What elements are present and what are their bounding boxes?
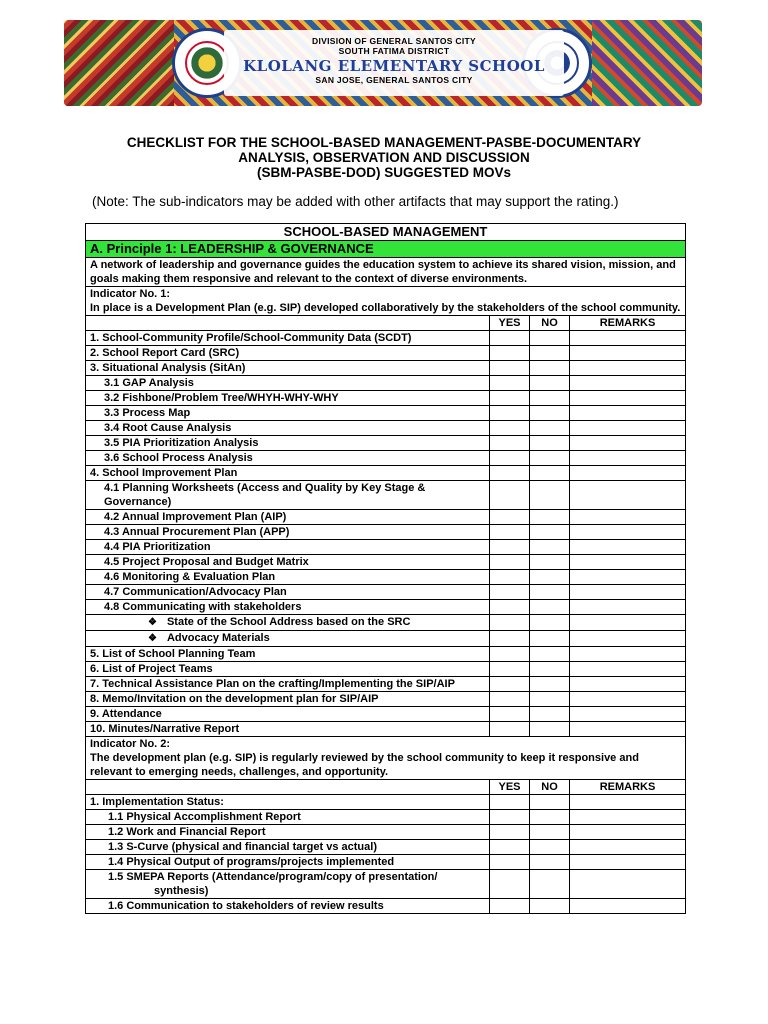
checkbox-yes[interactable] — [490, 570, 530, 585]
checklist-item — [86, 481, 490, 510]
checklist-item — [86, 466, 490, 481]
remarks-cell[interactable] — [570, 481, 686, 510]
checkbox-no[interactable] — [530, 451, 570, 466]
remarks-cell[interactable] — [570, 421, 686, 436]
checkbox-yes[interactable] — [490, 631, 530, 647]
checklist-item-label: 4.1 Planning Worksheets (Access and Quality by Key Stage & Governance) — [104, 482, 426, 508]
checklist-row — [86, 855, 686, 870]
checklist-table — [85, 223, 686, 914]
checkbox-no[interactable] — [530, 825, 570, 840]
checklist-item — [86, 631, 490, 647]
checklist-item-label: 3. Situational Analysis (SitAn) — [90, 362, 246, 374]
checkbox-yes[interactable] — [490, 840, 530, 855]
checkbox-no[interactable] — [530, 707, 570, 722]
checkbox-yes[interactable] — [490, 647, 530, 662]
checklist-item — [86, 525, 490, 540]
remarks-cell[interactable] — [570, 870, 686, 899]
document-title — [84, 135, 684, 180]
checklist-item-label: 4.2 Annual Improvement Plan (AIP) — [104, 511, 287, 523]
indicator-2-text: The development plan (e.g. SIP) is regularly reviewed by the school community to keep it responsive and relevant to emerging needs, challenges, and opportunity. — [90, 752, 639, 778]
checklist-row — [86, 436, 686, 451]
checklist-item — [86, 600, 490, 615]
indicator-1-label: Indicator No. 1: — [90, 288, 171, 300]
checkbox-no[interactable] — [530, 677, 570, 692]
checkbox-yes[interactable] — [490, 615, 530, 631]
checkbox-yes[interactable] — [490, 361, 530, 376]
checklist-item — [86, 451, 490, 466]
checklist-item — [86, 585, 490, 600]
checklist-row — [86, 525, 686, 540]
district-name: SOUTH FATIMA DISTRICT — [338, 46, 450, 56]
checklist-row — [86, 540, 686, 555]
title-line-3: (SBM-PASBE-DOD) SUGGESTED MOVs — [256, 165, 511, 180]
column-header-no: NO — [530, 780, 570, 795]
checkbox-yes[interactable] — [490, 585, 530, 600]
checklist-row — [86, 840, 686, 855]
checklist-item-label: 1.5 SMEPA Reports (Attendance/program/copy of presentation/ — [108, 871, 438, 883]
column-header-yes: YES — [490, 780, 530, 795]
checklist-item — [86, 510, 490, 525]
checkbox-yes[interactable] — [490, 451, 530, 466]
remarks-cell[interactable] — [570, 555, 686, 570]
remarks-cell[interactable] — [570, 346, 686, 361]
checklist-item — [86, 647, 490, 662]
checkbox-no[interactable] — [530, 346, 570, 361]
checklist-row — [86, 647, 686, 662]
principle-description: A network of leadership and governance guides the education system to achieve its shared vision, mission, and goals making them responsive and relevant to the context of diverse environments. — [86, 258, 686, 287]
checklist-item — [86, 391, 490, 406]
checklist-row — [86, 481, 686, 510]
checklist-row — [86, 570, 686, 585]
checkbox-yes[interactable] — [490, 421, 530, 436]
checklist-item-continuation: synthesis) — [154, 885, 209, 897]
remarks-cell[interactable] — [570, 451, 686, 466]
remarks-cell[interactable] — [570, 615, 686, 631]
checklist-item — [86, 331, 490, 346]
checklist-row — [86, 421, 686, 436]
checklist-row — [86, 585, 686, 600]
column-header-row — [86, 316, 686, 331]
checklist-item-label: 5. List of School Planning Team — [90, 648, 256, 660]
checkbox-yes[interactable] — [490, 707, 530, 722]
banner-pattern-left — [64, 20, 174, 106]
remarks-cell[interactable] — [570, 570, 686, 585]
column-header-blank — [86, 780, 490, 795]
checkbox-yes[interactable] — [490, 481, 530, 510]
checklist-item — [86, 361, 490, 376]
checklist-item-label: 3.1 GAP Analysis — [104, 377, 194, 389]
checkbox-no[interactable] — [530, 870, 570, 899]
checklist-item — [86, 840, 490, 855]
remarks-cell[interactable] — [570, 840, 686, 855]
checklist-item-label: State of the School Address based on the SRC — [166, 616, 411, 628]
checklist-item — [86, 615, 490, 631]
checkbox-no[interactable] — [530, 840, 570, 855]
checkbox-yes[interactable] — [490, 810, 530, 825]
checklist-item — [86, 346, 490, 361]
checklist-item-label: 6. List of Project Teams — [90, 663, 213, 675]
checklist-item — [86, 436, 490, 451]
checkbox-yes[interactable] — [490, 795, 530, 810]
checkbox-yes[interactable] — [490, 466, 530, 481]
checklist-item-label: 2. School Report Card (SRC) — [90, 347, 240, 359]
checkbox-no[interactable] — [530, 391, 570, 406]
checklist-item-label: 8. Memo/Invitation on the development plan for SIP/AIP — [90, 693, 379, 705]
diamond-bullet-icon: ❖ — [148, 617, 157, 628]
checklist-row — [86, 466, 686, 481]
checkbox-no[interactable] — [530, 421, 570, 436]
checklist-item-label: 4.5 Project Proposal and Budget Matrix — [104, 556, 309, 568]
remarks-cell[interactable] — [570, 677, 686, 692]
checklist-item — [86, 899, 490, 914]
checklist-item — [86, 555, 490, 570]
remarks-cell[interactable] — [570, 692, 686, 707]
checkbox-no[interactable] — [530, 722, 570, 737]
checklist-item-label: 4.4 PIA Prioritization — [104, 541, 211, 553]
remarks-cell[interactable] — [570, 391, 686, 406]
checkbox-yes[interactable] — [490, 825, 530, 840]
checklist-row — [86, 870, 686, 899]
column-header-blank — [86, 316, 490, 331]
checklist-item-label: 3.5 PIA Prioritization Analysis — [104, 437, 259, 449]
checkbox-yes[interactable] — [490, 855, 530, 870]
checkbox-yes[interactable] — [490, 692, 530, 707]
checkbox-no[interactable] — [530, 795, 570, 810]
checklist-item-label: 1.4 Physical Output of programs/projects implemented — [108, 856, 395, 868]
checklist-row — [86, 810, 686, 825]
remarks-cell[interactable] — [570, 855, 686, 870]
checklist-item-label: 1. School-Community Profile/School-Community Data (SCDT) — [90, 332, 412, 344]
checklist-item-label: 3.3 Process Map — [104, 407, 191, 419]
checklist-item — [86, 855, 490, 870]
checkbox-no[interactable] — [530, 481, 570, 510]
indicator-1 — [86, 287, 686, 316]
checklist-row — [86, 722, 686, 737]
checklist-row — [86, 662, 686, 677]
remarks-cell[interactable] — [570, 510, 686, 525]
column-header-no: NO — [530, 316, 570, 331]
checklist-item-label: 1. Implementation Status: — [90, 796, 224, 808]
remarks-cell[interactable] — [570, 585, 686, 600]
checkbox-no[interactable] — [530, 376, 570, 391]
column-header-yes: YES — [490, 316, 530, 331]
checkbox-yes[interactable] — [490, 436, 530, 451]
table-heading: SCHOOL-BASED MANAGEMENT — [86, 224, 686, 241]
remarks-cell[interactable] — [570, 707, 686, 722]
checklist-item — [86, 870, 490, 899]
checklist-item-label: 9. Attendance — [90, 708, 162, 720]
title-line-1: CHECKLIST FOR THE SCHOOL-BASED MANAGEMENT-PASBE-DOCUMENTARY — [126, 135, 642, 150]
banner-text — [224, 30, 564, 96]
indicator-2 — [86, 737, 686, 780]
checklist-row — [86, 707, 686, 722]
checklist-row — [86, 692, 686, 707]
banner-pattern-right — [592, 20, 702, 106]
checkbox-no[interactable] — [530, 555, 570, 570]
checklist-row — [86, 615, 686, 631]
checklist-item — [86, 677, 490, 692]
column-header-remarks: REMARKS — [570, 316, 686, 331]
diamond-bullet-icon: ❖ — [148, 633, 157, 644]
remarks-cell[interactable] — [570, 466, 686, 481]
checkbox-yes[interactable] — [490, 376, 530, 391]
remarks-cell[interactable] — [570, 361, 686, 376]
checklist-item-label: 1.3 S-Curve (physical and financial target vs actual) — [108, 841, 377, 853]
indicator-2-label: Indicator No. 2: — [90, 738, 171, 750]
checklist-item-label: 10. Minutes/Narrative Report — [90, 723, 240, 735]
checklist-row — [86, 510, 686, 525]
checkbox-yes[interactable] — [490, 406, 530, 421]
checklist-item-label: 4. School Improvement Plan — [90, 467, 238, 479]
checkbox-no[interactable] — [530, 331, 570, 346]
checkbox-no[interactable] — [530, 510, 570, 525]
checklist-row — [86, 795, 686, 810]
checkbox-yes[interactable] — [490, 722, 530, 737]
checklist-item — [86, 421, 490, 436]
checkbox-yes[interactable] — [490, 662, 530, 677]
checkbox-no[interactable] — [530, 361, 570, 376]
checklist-row — [86, 451, 686, 466]
checklist-item-label: 3.6 School Process Analysis — [104, 452, 253, 464]
checkbox-yes[interactable] — [490, 677, 530, 692]
checkbox-no[interactable] — [530, 540, 570, 555]
checklist-item-label: 1.2 Work and Financial Report — [108, 826, 266, 838]
school-name: KLOLANG ELEMENTARY SCHOOL — [243, 57, 545, 75]
remarks-cell[interactable] — [570, 376, 686, 391]
checkbox-no[interactable] — [530, 631, 570, 647]
checklist-item — [86, 376, 490, 391]
checkbox-yes[interactable] — [490, 899, 530, 914]
checklist-item-label: 3.4 Root Cause Analysis — [104, 422, 232, 434]
checklist-item-label: Advocacy Materials — [166, 632, 270, 644]
column-header-remarks: REMARKS — [570, 780, 686, 795]
checklist-item — [86, 540, 490, 555]
checkbox-yes[interactable] — [490, 510, 530, 525]
checklist-item-label: 1.1 Physical Accomplishment Report — [108, 811, 301, 823]
checkbox-no[interactable] — [530, 692, 570, 707]
remarks-cell[interactable] — [570, 631, 686, 647]
remarks-cell[interactable] — [570, 331, 686, 346]
checklist-item-label: 4.7 Communication/Advocacy Plan — [104, 586, 287, 598]
checklist-item-label: 7. Technical Assistance Plan on the crafting/Implementing the SIP/AIP — [90, 678, 455, 690]
checkbox-no[interactable] — [530, 600, 570, 615]
remarks-cell[interactable] — [570, 436, 686, 451]
remarks-cell[interactable] — [570, 525, 686, 540]
remarks-cell[interactable] — [570, 662, 686, 677]
checklist-row — [86, 391, 686, 406]
checkbox-no[interactable] — [530, 810, 570, 825]
remarks-cell[interactable] — [570, 406, 686, 421]
checklist-row — [86, 631, 686, 647]
checkbox-yes[interactable] — [490, 331, 530, 346]
checklist-row — [86, 331, 686, 346]
checklist-item — [86, 707, 490, 722]
remarks-cell[interactable] — [570, 810, 686, 825]
checklist-item-label: 4.6 Monitoring & Evaluation Plan — [104, 571, 276, 583]
remarks-cell[interactable] — [570, 795, 686, 810]
checklist-item-label: 1.6 Communication to stakeholders of review results — [108, 900, 384, 912]
remarks-cell[interactable] — [570, 540, 686, 555]
column-header-row-2 — [86, 780, 686, 795]
checkbox-no[interactable] — [530, 899, 570, 914]
principle-heading: A. Principle 1: LEADERSHIP & GOVERNANCE — [86, 241, 686, 258]
remarks-cell[interactable] — [570, 825, 686, 840]
checklist-item — [86, 825, 490, 840]
remarks-cell[interactable] — [570, 899, 686, 914]
checklist-item — [86, 810, 490, 825]
checklist-item — [86, 662, 490, 677]
checkbox-yes[interactable] — [490, 346, 530, 361]
checklist-row — [86, 346, 686, 361]
checkbox-no[interactable] — [530, 615, 570, 631]
checklist-row — [86, 406, 686, 421]
checklist-row — [86, 677, 686, 692]
checkbox-yes[interactable] — [490, 525, 530, 540]
checklist-item — [86, 795, 490, 810]
header-banner — [64, 20, 702, 106]
checkbox-no[interactable] — [530, 525, 570, 540]
checkbox-no[interactable] — [530, 406, 570, 421]
remarks-cell[interactable] — [570, 647, 686, 662]
division-name: DIVISION OF GENERAL SANTOS CITY — [312, 36, 476, 46]
checkbox-no[interactable] — [530, 585, 570, 600]
checkbox-no[interactable] — [530, 647, 570, 662]
checkbox-no[interactable] — [530, 466, 570, 481]
checklist-row — [86, 376, 686, 391]
checklist-item-label: 3.2 Fishbone/Problem Tree/WHYH-WHY-WHY — [104, 392, 339, 404]
checkbox-no[interactable] — [530, 855, 570, 870]
checklist-item — [86, 722, 490, 737]
remarks-cell[interactable] — [570, 600, 686, 615]
school-address: SAN JOSE, GENERAL SANTOS CITY — [315, 75, 473, 85]
checkbox-no[interactable] — [530, 570, 570, 585]
checkbox-yes[interactable] — [490, 540, 530, 555]
checklist-item — [86, 406, 490, 421]
remarks-cell[interactable] — [570, 722, 686, 737]
checklist-row — [86, 825, 686, 840]
checkbox-no[interactable] — [530, 662, 570, 677]
title-line-2: ANALYSIS, OBSERVATION AND DISCUSSION — [238, 150, 530, 165]
indicator-1-text: In place is a Development Plan (e.g. SIP) developed collaboratively by the stakeholders of the school community. — [90, 302, 681, 314]
checklist-row — [86, 555, 686, 570]
checkbox-yes[interactable] — [490, 391, 530, 406]
checkbox-yes[interactable] — [490, 555, 530, 570]
checklist-item — [86, 692, 490, 707]
checkbox-yes[interactable] — [490, 600, 530, 615]
note-text: (Note: The sub-indicators may be added with other artifacts that may support the rating.) — [92, 194, 619, 209]
checklist-row — [86, 899, 686, 914]
checkbox-no[interactable] — [530, 436, 570, 451]
checklist-row — [86, 361, 686, 376]
checklist-item-label: 4.8 Communicating with stakeholders — [104, 601, 302, 613]
checkbox-yes[interactable] — [490, 870, 530, 899]
checklist-item-label: 4.3 Annual Procurement Plan (APP) — [104, 526, 290, 538]
checklist-row — [86, 600, 686, 615]
checklist-item — [86, 570, 490, 585]
